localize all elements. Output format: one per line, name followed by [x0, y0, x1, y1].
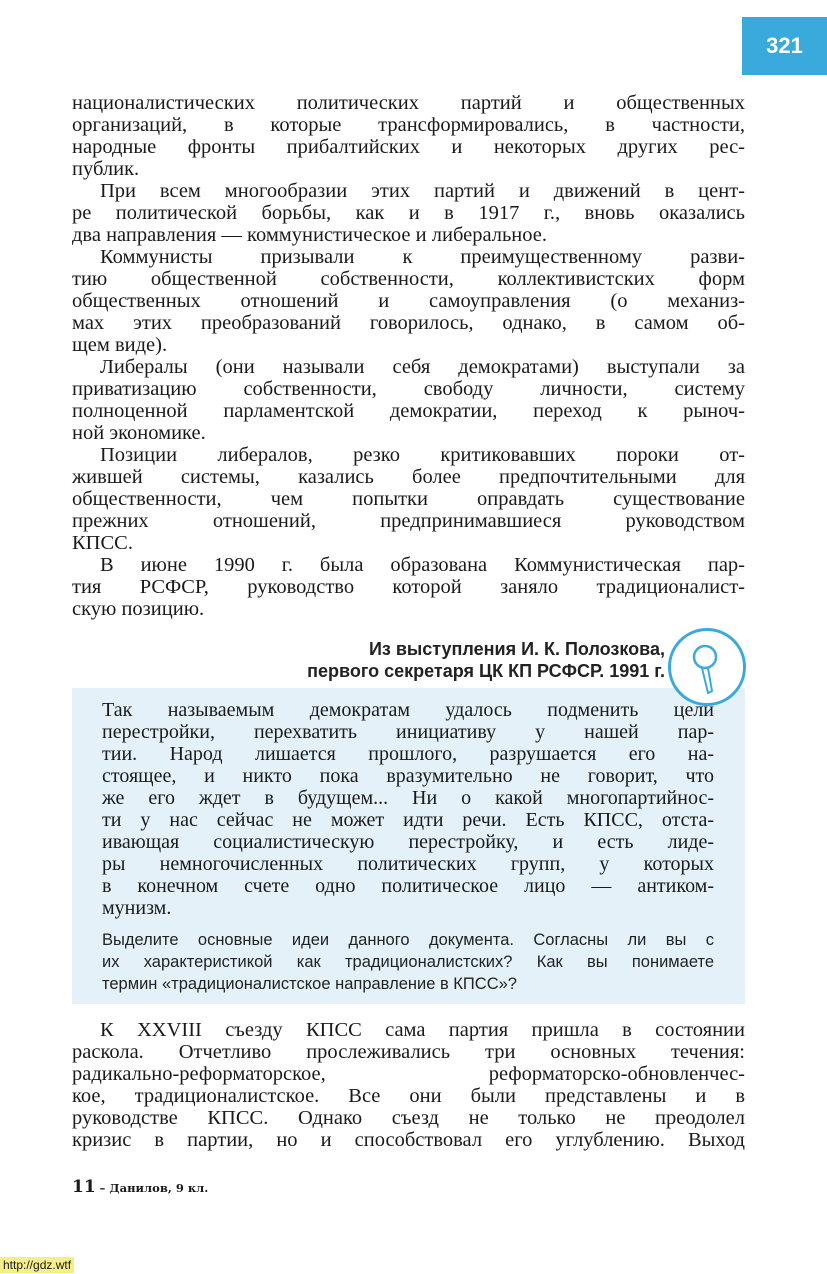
paragraph-line: скую позицию.: [72, 598, 205, 620]
paragraph-line: раскола. Отчетливо прослеживались три основных течения:: [72, 1041, 745, 1063]
paragraph-line: тии. Народ лишается прошлого, разрушается его на-: [102, 743, 714, 765]
paragraph-line: тия РСФСР, руководство которой заняло традиционалист-: [72, 576, 745, 598]
paragraph-line: перестройки, перехватить инициативу у нашей пар-: [102, 721, 714, 743]
paragraph-line: кое, традиционалистское. Все они были представлены и в: [72, 1085, 745, 1107]
paragraph-line: полноценной парламентской демократии, переход к рыноч-: [72, 400, 745, 422]
paragraph-line: стоящее, и никто пока вразумительно не говорит, что: [102, 765, 714, 787]
signature-number: 11: [72, 1177, 96, 1197]
paragraph-line: мах этих преобразований говорилось, однако, в самом об-: [72, 312, 745, 334]
paragraph-line: общественных отношений и самоуправления (о механиз-: [72, 290, 745, 312]
paragraph-line: националистических политических партий и общественных: [72, 92, 745, 114]
paragraph-line: ре политической борьбы, как и в 1917 г., вновь оказались: [72, 202, 745, 224]
paragraph-line: радикально-реформаторское, реформаторско-обновленчес-: [72, 1063, 745, 1085]
paragraph-line: кризис в партии, но и способствовал его углублению. Выход: [72, 1129, 745, 1151]
document-question: [102, 929, 714, 995]
paragraph-line: ивающая социалистическую перестройку, и есть лиде-: [102, 831, 714, 853]
paragraph-line: Либералы (они называли себя демократами) выступали за: [100, 356, 745, 378]
paragraph-line: Выделите основные идеи данного документа. Согласны ли вы с: [102, 931, 714, 949]
paragraph-line: Позиции либералов, резко критиковавших пороки от-: [100, 444, 745, 466]
main-text-bottom: [72, 1019, 745, 1151]
paragraph-line: ти у нас сейчас не может идти речи. Есть КПСС, отста-: [102, 809, 714, 831]
paragraph-line: ры немногочисленных политических групп, у которых: [102, 853, 714, 875]
paragraph-line: прежних отношений, предпринимавшиеся руководством: [72, 510, 745, 532]
paragraph-line: При всем многообразии этих партий и движений в цент-: [100, 180, 745, 202]
paragraph-line: термин «традиционалистское направление в КПСС»?: [102, 975, 517, 993]
signature-footer: [72, 1177, 208, 1197]
watermark-link[interactable]: http://gdz.wtf: [0, 1257, 74, 1273]
paragraph-line: мунизм.: [102, 897, 172, 919]
paragraph-line: В июне 1990 г. была образована Коммунистическая пар-: [100, 554, 745, 576]
paragraph-line: их характеристикой как традиционалистских? Как вы понимаете: [102, 953, 714, 971]
paragraph-line: публик.: [72, 158, 140, 180]
page-number: 321: [742, 17, 827, 75]
paragraph-line: руководстве КПСС. Однако съезд не только не преодолел: [72, 1107, 745, 1129]
paragraph-line: организаций, в которые трансформировались, в частности,: [72, 114, 745, 136]
paragraph-line: приватизацию собственности, свободу личности, систему: [72, 378, 745, 400]
paragraph-line: КПСС.: [72, 532, 133, 554]
paragraph-line: Так называемым демократам удалось подменить цели: [102, 699, 714, 721]
paragraph-line: ной экономике.: [72, 422, 206, 444]
paragraph-line: народные фронты прибалтийских и некоторых других рес-: [72, 136, 745, 158]
paragraph-line: же его ждет в будущем... Ни о какой многопартийнос-: [102, 787, 714, 809]
magnifier-icon: [668, 628, 746, 706]
paragraph-line: два направления — коммунистическое и либеральное.: [72, 224, 548, 246]
paragraph-line: щем виде).: [72, 334, 168, 356]
paragraph-line: общественности, чем попытки оправдать существование: [72, 488, 745, 510]
paragraph-line: в конечном счете одно политическое лицо — антиком-: [102, 875, 714, 897]
signature-text: – Данилов, 9 кл.: [95, 1181, 209, 1195]
source-line-1: Из выступления И. К. Полозкова,: [368, 639, 665, 659]
paragraph-line: тию общественной собственности, коллективистских форм: [72, 268, 745, 290]
paragraph-line: К XXVIII съезду КПСС сама партия пришла в состоянии: [100, 1019, 745, 1041]
paragraph-line: жившей системы, казались более предпочтительными для: [72, 466, 745, 488]
paragraph-line: Коммунисты призывали к преимущественному разви-: [100, 246, 745, 268]
source-line-2: первого секретаря ЦК КП РСФСР. 1991 г.: [307, 661, 665, 681]
document-quote-text: [102, 699, 714, 919]
main-text-top: [72, 92, 745, 620]
document-source-heading: [307, 638, 665, 682]
